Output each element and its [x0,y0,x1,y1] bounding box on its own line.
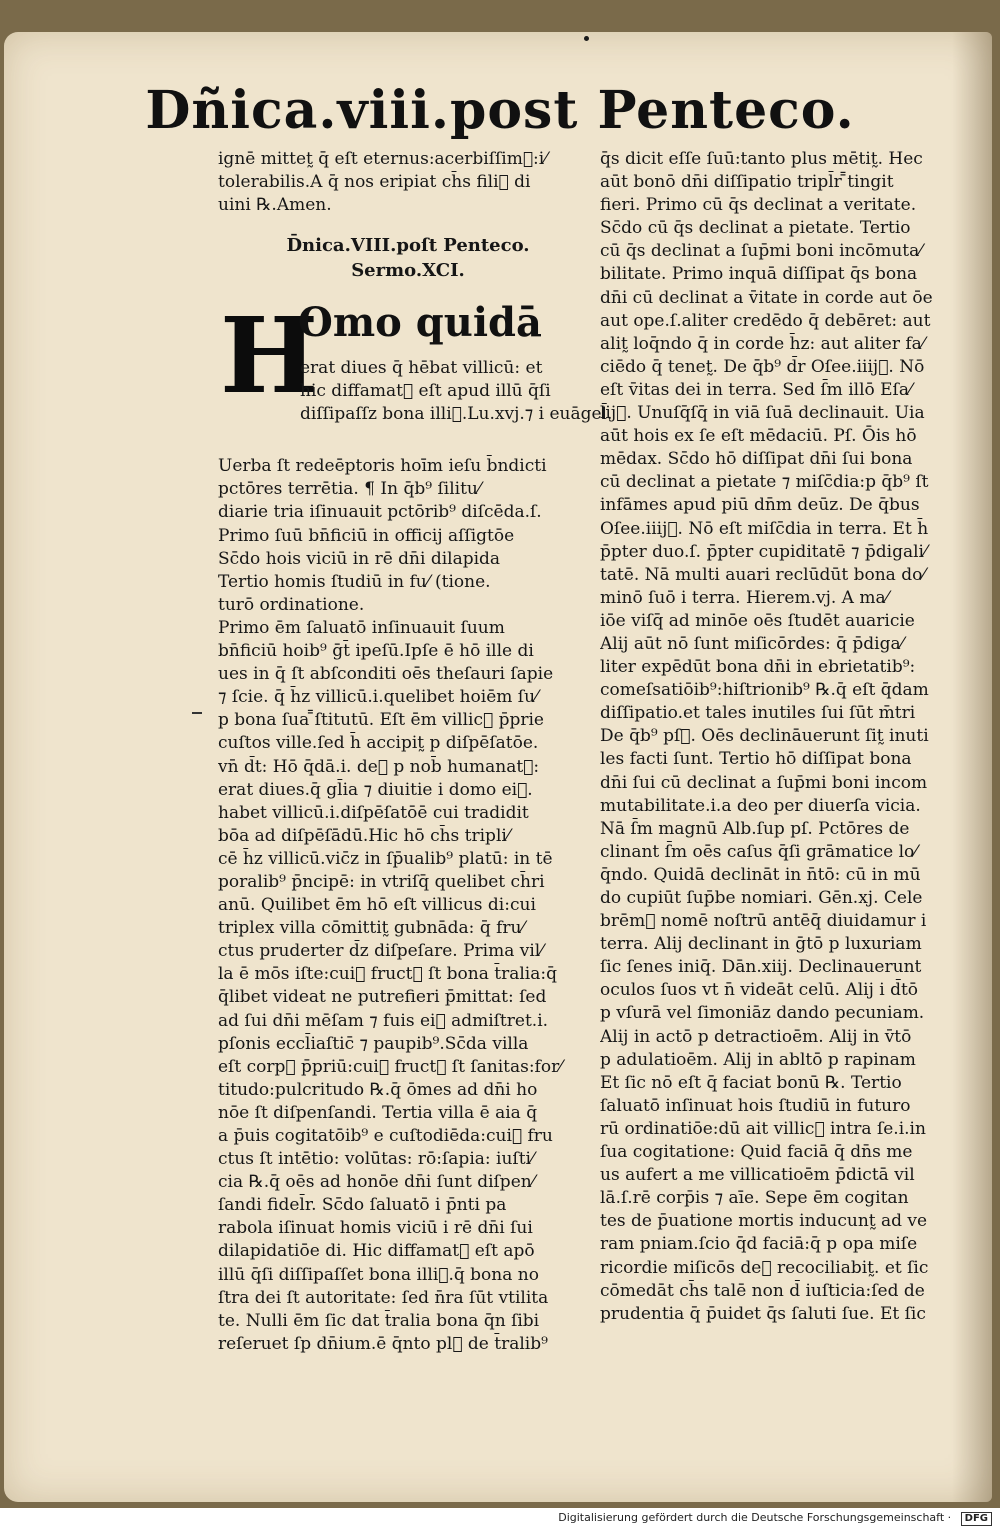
text-line: q̄s dicit eſſe ſuū:tanto plus mētit̰. Hec [600,149,923,169]
text-line: aut ope.ſ.aliter credēdo q̄ debēret: aut [600,310,931,331]
text-line: q̄ndo. Quidā declināt in n̄tō: cū in mū [600,864,921,885]
text-line: us aufert a me villicatioēm p̄dictā vil [600,1165,915,1186]
text-line: hic diffamat᷒ eſt apud illū q̄ſi [300,381,551,402]
text-line: pctōres terrētia. ¶ In q̄b⁹ ſilitu⁄ [218,479,481,500]
text-line: rū ordinatiōe:dū ait villic᷒ intra ſe.i.in [600,1118,926,1139]
incipit: Omo quidā [298,299,542,347]
drop-cap: H [220,294,319,418]
drop-cap-lines [300,357,612,426]
text-line: tatē. Nā multi auari reclūdūt bona do⁄ [600,564,926,585]
text-line: fieri. Primo cū q̄s declinat a veritate. [600,195,917,216]
margin-mark [192,712,202,714]
text-line: lā.ſ.rē corp̄is ⁊ aīe. Sepe ēm cogitan [600,1188,909,1209]
text-line: Sc̄do hois viciū in rē dn̄i dilapida [218,548,501,569]
text-line: minō ſuō i terra. Hierem.vj. A ma⁄ [600,587,889,608]
text-line: alit̰ loq̄ndo q̄ in corde h̄z: aut aliter fa⁄ [600,333,925,354]
text-line: mutabilitate.i.a deo per diuerſa vicia. [600,795,921,816]
text-line: les facti ſunt. Tertio hō diſſipat bona [600,749,912,770]
text-line: uini ℞.Amen. [218,195,332,216]
sermon-heading-title: D̄nica.VIII.poſt Penteco. [286,235,530,257]
text-line: diarie tria iſinuauit pctōrib⁹ diſcēda.ſ. [218,502,542,523]
text-line: eſt v̄itas dei in terra. Sed ſ̄m illō Eſa⁄ [600,379,912,400]
text-line: nōe ſt diſpenſandi. Tertia villa ē aia q̄ [218,1102,538,1123]
text-line: terra. Alij declinant in ḡtō p luxuriam [600,934,922,955]
text-line: ctus ſt intētio: volūtas: rō:ſapia: iuſti⁄ [218,1149,534,1170]
text-line: Et ſic nō eſt q̄ faciat bonū ℞. Tertio [600,1072,902,1093]
text-line: vn̄ d̄t: Hō q̄dā.i. de᷒ p nob̄ humanat᷒: [218,756,540,777]
text-line: ignē mittet̰ q̄ eſt eternus:acerbiſſim᷒:i⁄ [218,149,548,169]
right-column [600,148,985,1326]
text-line: ciēdo q̄ tenet̰. De q̄b⁹ d̄r Oſee.iiij᷒. Nō [600,356,925,377]
text-line: eſt corp᷒ p̄priū:cui᷒ fruct᷒ ſt ſanitas:for⁄ [218,1056,563,1077]
text-line: ricordie miſicōs de᷒ recociliabit̰. et ſic [600,1257,929,1278]
text-line: poralib⁹ p̄ncipē: in vtriſq̄ quelibet ch̄ri [218,871,545,892]
text-line: p adulatioēm. Alij in abltō p rapinam [600,1049,916,1070]
text-line: oculos ſuos vt n̄ videāt celū. Alij i d̄tō [600,980,919,1001]
text-line: reſeruet ſp dn̄ium.ē q̄nto pl᷒ de t̄ralib⁹ [218,1333,548,1354]
text-line: cōmedāt ch̄s talē non d̄ iuſticia:ſed de [600,1280,925,1301]
text-line: Nā ſ̄m magnū Alb.ſup pſ. Pctōres de [600,818,910,839]
text-line: habet villicū.i.diſpēſatōē cui tradidit [218,802,529,823]
text-line: Sc̄do cū q̄s declinat a pietate. Tertio [600,218,911,239]
text-line: ctus pruderter d̄z diſpeſare. Prima vil⁄ [218,941,544,962]
text-line: illū q̄ſi diſſipaſſet bona illi᷒.q̄ bona no [218,1264,539,1285]
text-line: triplex villa cōmittit̰ gubnāda: q̄ fru⁄ [218,918,525,939]
left-column [218,148,613,1356]
text-line: do cupiūt ſup̄be nomiari. Gēn.xj. Cele [600,888,923,908]
text-line: diſſipatio.et tales inutiles ſui ſūt m̄tri [600,703,916,724]
text-line: cē h̄z villicū.vic̄z in ſp̄ualib⁹ platū: in tē [218,848,553,869]
text-line: p vſurā vel ſimoniāz dando pecuniam. [600,1003,925,1024]
text-line: cuſtos ville.ſed h̄ accipit̰ p diſpēſatōe. [218,733,539,754]
text-line: tes de p̄uatione mortis inducunt̰ ad ve [600,1211,928,1232]
text-line: aūt bonō dn̄i diſſipatio tripl̄r ̄̄tingit [600,172,894,193]
text-line: liter expēdūt bona dn̄i in ebrietatib⁹: [600,657,916,678]
text-line: infāmes apud piū dn̄m deūz. De q̄bus [600,495,920,516]
text-line: tolerabilis.A q̄ nos eripiat ch̄s fili᷒ di [218,172,531,193]
text-line: aūt hois ex ſe eſt mēdaciū. Pſ. Ōis hō [600,426,917,447]
text-line: titudo:pulcritudo ℞.q̄ ōmes ad dn̄i ho [218,1079,538,1100]
text-line: iōe viſq̄ ad minōe oēs ſtudēt auaricie [600,610,915,631]
digitization-credit [558,1511,992,1526]
text-line: q̄libet videat ne putrefieri p̄mittat: ſed [218,987,547,1008]
text-line: p bona ſua ̄̄ſtitutū. Eſt ēm villic᷒ p̄prie [218,710,544,731]
text-line: ſua cogitatione: Quid faciā q̄ dn̄s me [600,1142,913,1163]
text-line: bōa ad diſpēſādū.Hic hō ch̄s tripli⁄ [218,825,510,846]
text-line: te. Nulli ēm ſic dat t̄ralia bona q̄n ſibi [218,1310,540,1331]
text-line: a p̄uis cogitatōib⁹ e cuſtodiēda:cui᷒ fru [218,1126,553,1146]
text-line: De q̄b⁹ pſ᷒. Oēs declināuerunt ſit̰ inuti [600,726,929,747]
text-line: ad ſui dn̄i mēſam ⁊ fuis ei᷒ admiſtret.i. [218,1010,549,1031]
text-line: Alij in actō p detractioēm. Alij in v̄tō [600,1026,912,1047]
text-line: Oſee.iiij᷒. Nō eſt miſc̄dia in terra. Et h̄ [600,518,929,539]
text-line: clinant ſ̄m oēs caſus q̄ſi grāmatice lo⁄ [600,841,918,862]
initial-block [218,294,613,455]
sermon-heading-number: Sermo.XCI. [351,260,465,282]
text-line: bilitate. Primo inquā diſſipat q̄s bona [600,264,918,285]
text-line: prudentia q̄ p̄uidet q̄s ſaluti ſue. Et ſic [600,1303,926,1324]
text-line: ſic ſenes iniq̄. Dān.xiij. Declinauerunt [600,957,922,978]
text-line: erat diues q̄ hēbat villicū: et [300,358,543,379]
text-line: erat diues.q̄ gl̄ia ⁊ diuitie i domo ei᷒. [218,779,533,800]
text-line: pſonis eccl̄iaſtic̄ ⁊ paupib⁹.Sc̄da villa [218,1033,529,1054]
text-line: Primo ēm ſaluatō inſinuauit ſuum [218,617,505,638]
text-line: rabola iſinuat homis viciū i rē dn̄i ſui [218,1218,533,1239]
text-line: ſandi fidel̄r. Sc̄do ſaluatō i p̄nti pa [218,1195,507,1216]
text-line: ſtra dei ſt autoritate: ſed n̄ra ſūt vtilita [218,1287,549,1308]
text-line: lij᷒. Unuſq̄ſq̄ in viā ſuā declinauit. Uia [600,403,925,424]
text-line: dilapidatiōe di. Hic diffamat᷒ eſt apō [218,1241,535,1262]
text-line: cia ℞.q̄ oēs ad honōe dn̄i ſunt diſpen⁄ [218,1172,535,1193]
text-line: turō ordinatione. [218,594,365,615]
left-top-lines [218,148,598,217]
sermon-heading [218,233,598,283]
text-line: Primo ſuū bn̄ficiū in officij aſſigtōe [218,525,515,546]
text-line: cū q̄s declinat a ſup̄mi boni incōmuta⁄ [600,241,923,262]
text-line: ues in q̄ ſt abſconditi oēs theſauri ſapie [218,664,554,685]
text-line: Tertio homis ſtudiū in fu⁄ (tione. [218,571,491,592]
text-line: ⁊ ſcie. q̄ h̄z villicū.i.quelibet hoiēm ſu⁄ [218,687,538,708]
text-line: dn̄i cū declinat a v̄itate in corde aut ōe [600,287,933,308]
ornament-dot [584,36,589,41]
text-line: bn̄ficiū hoib⁹ ḡt̄ ipeſū.Ipſe ē hō ille di [218,641,534,662]
text-line: comeſsatiōib⁹:hiſtrionib⁹ ℞.q̄ eſt q̄dam [600,680,929,701]
text-line: Uerba ſt redeēptoris hoīm ieſu b̄ndicti [218,456,547,477]
text-line: dn̄i ſui cū declinat a ſup̄mi boni incom [600,772,928,793]
dfg-logo: DFG [961,1512,992,1526]
text-line: ram pniam.ſcio q̄d faciā:q̄ p opa miſe [600,1234,918,1255]
text-line: p̄pter duo.ſ. p̄pter cupiditatē ⁊ p̄digali⁄ [600,541,927,562]
text-line: anū. Quilibet ēm hō eſt villicus di:cui [218,895,536,916]
text-line: la ē mōs iſte:cui᷒ fruct᷒ ſt bona t̄ralia:q̄ [218,964,557,985]
text-line: mēdax. Sc̄do hō diſſipat dn̄i ſui bona [600,449,913,470]
left-body-lines [218,455,598,1356]
credit-text: Digitalisierung gefördert durch die Deutsche Forschungsgemeinschaft · [558,1511,952,1524]
text-line: Alij aūt nō ſunt miſicōrdes: q̄ p̄diga⁄ [600,633,904,654]
running-head: Dñica.viii.post Penteco. [145,80,855,141]
right-body-lines [600,148,985,1326]
text-line: cū declinat a pietate ⁊ miſc̄dia:p q̄b⁹ ſt [600,472,929,493]
text-line: brēm᷒ nomē noſtrū antēq̄ diuidamur i [600,911,927,932]
text-line: diſſipaſſz bona illi᷒.Lu.xvj.⁊ i euāgel̄. [300,404,613,425]
text-line: ſaluatō inſinuat hois ſtudiū in futuro [600,1095,911,1116]
